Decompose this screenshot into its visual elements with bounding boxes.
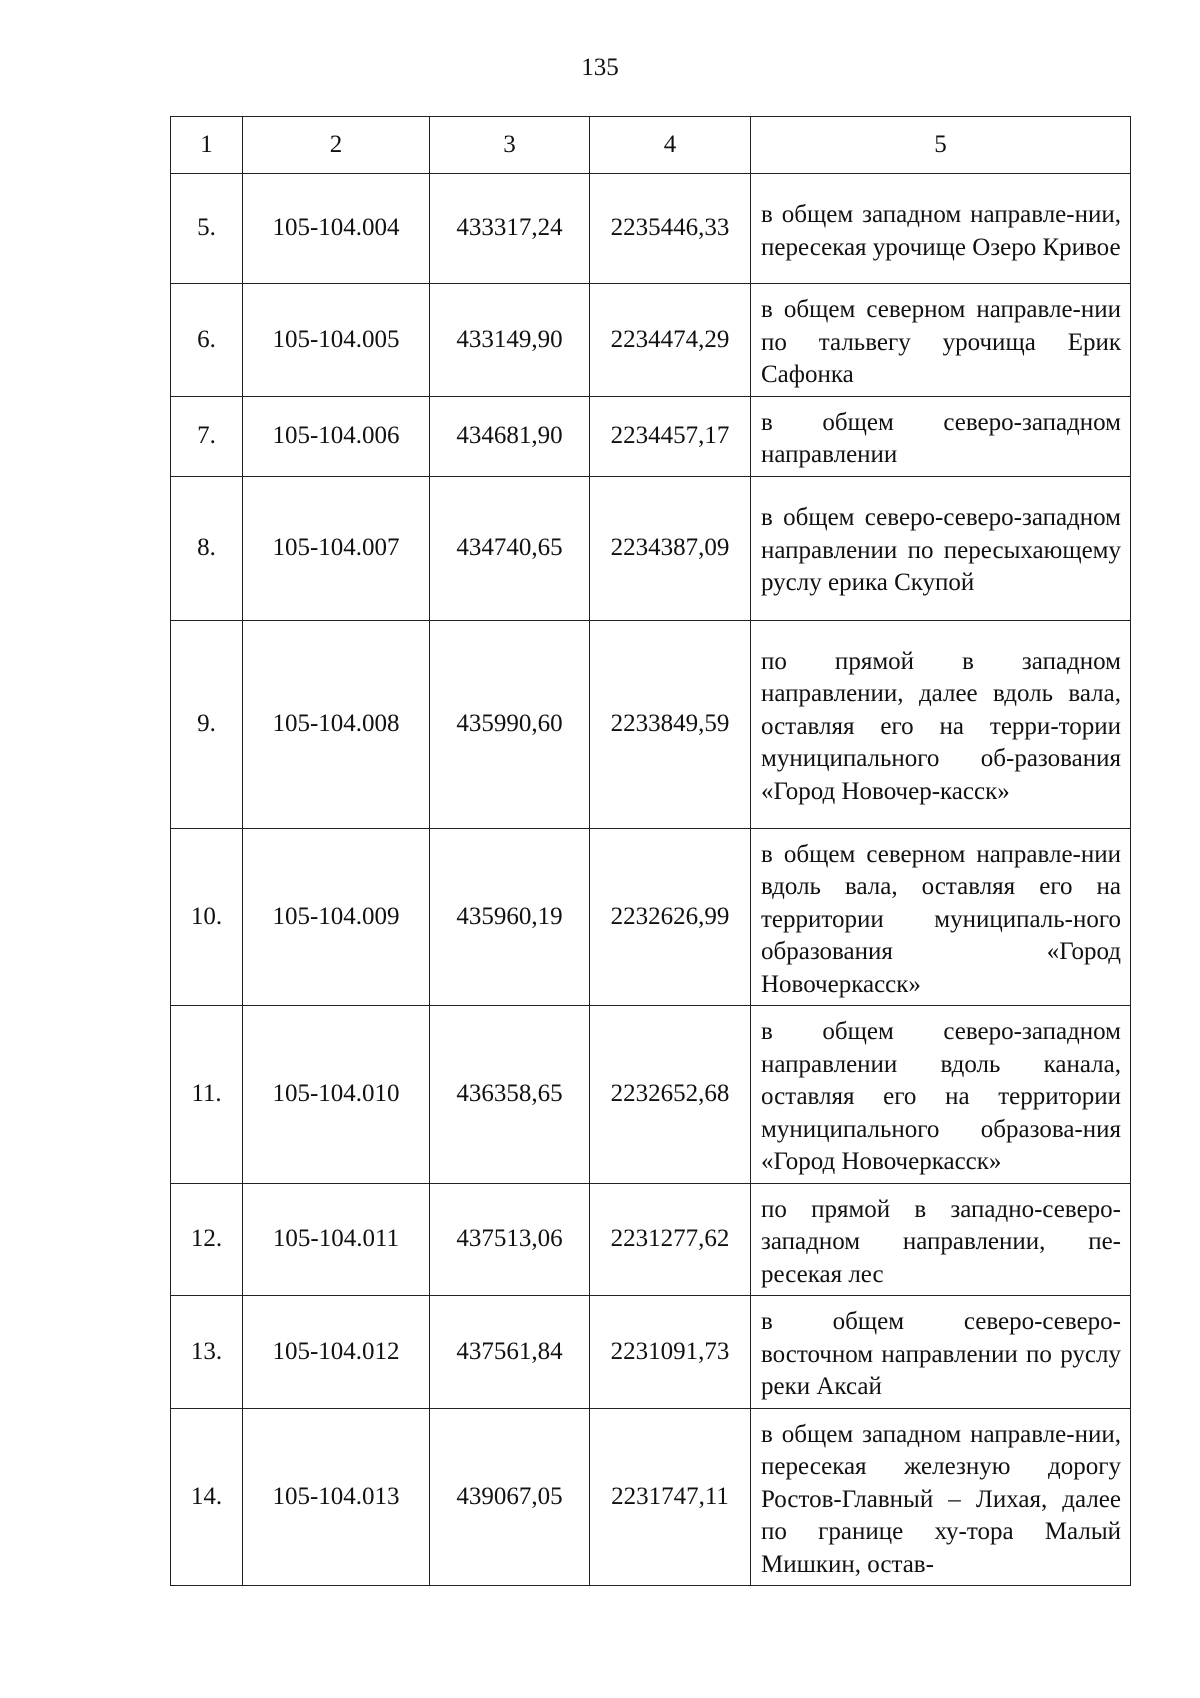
boundary-description: в общем северо-западном направлении <box>751 396 1131 476</box>
table-row <box>171 1006 1131 1184</box>
point-code: 105-104.010 <box>243 1006 430 1184</box>
coordinate-x: 437513,06 <box>430 1183 590 1296</box>
table-row <box>171 828 1131 1006</box>
row-number: 8. <box>171 476 243 620</box>
coordinate-y: 2233849,59 <box>590 620 751 828</box>
row-number: 9. <box>171 620 243 828</box>
boundary-description: в общем северном направле-нии по тальвегу урочища Ерик Сафонка <box>751 284 1131 397</box>
coordinate-x: 434681,90 <box>430 396 590 476</box>
table-row <box>171 476 1131 620</box>
point-code: 105-104.004 <box>243 174 430 284</box>
row-number: 13. <box>171 1296 243 1409</box>
coordinate-x: 433149,90 <box>430 284 590 397</box>
row-number: 5. <box>171 174 243 284</box>
coordinate-y: 2231091,73 <box>590 1296 751 1409</box>
coordinate-x: 436358,65 <box>430 1006 590 1184</box>
boundary-description: в общем северо-западном направлении вдоль канала, оставляя его на территории муниципального образова-ния «Город Новочеркасск» <box>751 1006 1131 1184</box>
coordinate-x: 433317,24 <box>430 174 590 284</box>
coordinate-x: 434740,65 <box>430 476 590 620</box>
table-row <box>171 174 1131 284</box>
boundary-description: в общем западном направле-нии, пересекая урочище Озеро Кривое <box>751 174 1131 284</box>
table-row <box>171 396 1131 476</box>
coordinate-y: 2231747,11 <box>590 1408 751 1586</box>
table-row <box>171 620 1131 828</box>
coordinate-y: 2235446,33 <box>590 174 751 284</box>
coordinate-x: 435960,19 <box>430 828 590 1006</box>
boundary-coordinates-table <box>170 116 1131 1586</box>
row-number: 7. <box>171 396 243 476</box>
column-header-3: 3 <box>430 117 590 174</box>
boundary-description: в общем северо-северо-восточном направлении по руслу реки Аксай <box>751 1296 1131 1409</box>
row-number: 12. <box>171 1183 243 1296</box>
column-header-1: 1 <box>171 117 243 174</box>
table-row <box>171 284 1131 397</box>
column-header-5: 5 <box>751 117 1131 174</box>
row-number: 10. <box>171 828 243 1006</box>
page-number: 135 <box>581 54 619 81</box>
coordinate-y: 2231277,62 <box>590 1183 751 1296</box>
point-code: 105-104.012 <box>243 1296 430 1409</box>
boundary-description: в общем западном направле-нии, пересекая железную дорогу Ростов-Главный – Лихая, далее по границе ху-тора Малый Мишкин, остав- <box>751 1408 1131 1586</box>
boundary-description: в общем северо-северо-западном направлении по пересыхающему руслу ерика Скупой <box>751 476 1131 620</box>
point-code: 105-104.006 <box>243 396 430 476</box>
point-code: 105-104.007 <box>243 476 430 620</box>
coordinate-x: 437561,84 <box>430 1296 590 1409</box>
coordinate-y: 2234457,17 <box>590 396 751 476</box>
coordinate-x: 439067,05 <box>430 1408 590 1586</box>
coordinate-x: 435990,60 <box>430 620 590 828</box>
point-code: 105-104.013 <box>243 1408 430 1586</box>
table-header-row <box>171 117 1131 174</box>
coordinate-y: 2234474,29 <box>590 284 751 397</box>
table-row <box>171 1183 1131 1296</box>
coordinate-y: 2232626,99 <box>590 828 751 1006</box>
point-code: 105-104.009 <box>243 828 430 1006</box>
boundary-description: по прямой в западном направлении, далее вдоль вала, оставляя его на терри-тории муниципального об-разования «Город Новочер-касск» <box>751 620 1131 828</box>
table-row <box>171 1296 1131 1409</box>
row-number: 11. <box>171 1006 243 1184</box>
column-header-2: 2 <box>243 117 430 174</box>
coordinate-y: 2234387,09 <box>590 476 751 620</box>
table-row <box>171 1408 1131 1586</box>
row-number: 14. <box>171 1408 243 1586</box>
column-header-4: 4 <box>590 117 751 174</box>
point-code: 105-104.008 <box>243 620 430 828</box>
boundary-description: в общем северном направле-нии вдоль вала, оставляя его на территории муниципаль-ного образования «Город Новочеркасск» <box>751 828 1131 1006</box>
point-code: 105-104.011 <box>243 1183 430 1296</box>
row-number: 6. <box>171 284 243 397</box>
boundary-description: по прямой в западно-северо-западном направлении, пе-ресекая лес <box>751 1183 1131 1296</box>
point-code: 105-104.005 <box>243 284 430 397</box>
coordinate-y: 2232652,68 <box>590 1006 751 1184</box>
